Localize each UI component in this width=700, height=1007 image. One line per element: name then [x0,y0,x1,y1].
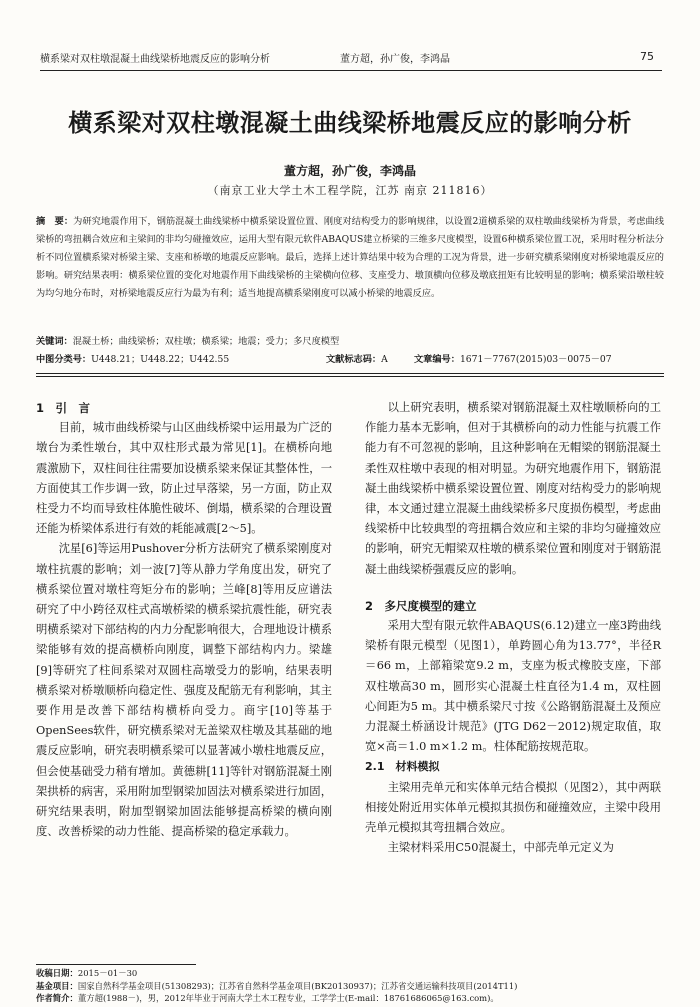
section-heading-intro: 1 引 言 [36,401,91,415]
right-column [365,398,661,858]
paragraph: 以上研究表明，横系梁对钢筋混凝土双柱墩顺桥向的工作能力基本无影响，但对于其横桥向的动力性能与抗震工作能力有不可忽视的影响，且这种影响在无帽梁的钢筋混凝土柔性双柱墩中表现的相对明显。为研究地震作用下，钢筋混凝土曲线梁桥中横系梁设置位置、刚度对结构受力的影响规律，本文通过建立混凝土曲线梁桥多尺度损伤模型，考虑曲线梁桥中比较典型的弯扭耦合效应和主梁的非均匀碰撞效应的影响，研究无帽梁双柱墩的横系梁位置和刚度对于钢筋混凝土曲线梁桥强震反应的影响。 [365,401,661,576]
running-head [40,50,662,71]
section-heading-model: 2 多尺度模型的建立 [365,598,477,613]
footnote-divider [36,964,196,965]
author-list: 董方超，孙广俊，李鸿晶 [283,164,416,178]
paragraph: 主梁用壳单元和实体单元结合模拟（见图2），其中两联相接处附近用实体单元模拟其损伤和碰撞效应，主梁中段用壳单元模拟其弯扭耦合效应。 [365,780,661,835]
abstract [36,213,664,303]
keywords-label: 关键词： [36,336,73,347]
received-date: 收稿日期：2015－01－30 [36,968,138,978]
footnotes [36,967,676,1005]
paper-title: 横系梁对双柱墩混凝土曲线梁桥地震反应的影响分析 [68,109,632,137]
paragraph: 目前，城市曲线桥梁与山区曲线桥梁中运用最为广泛的墩台为柔性墩台，其中双柱形式最为常见[1]。在横桥向地震激励下，双柱间往往需要加设横系梁来保证其整体性，一方面使其工作步调一致，防止过早落梁，另一方面，防止双柱受力不均而导致柱体脆性破坏、倒塌，横系梁的合理设置还能为桥梁体系进行有效的耗能减震[2～5]。 [36,421,332,536]
classification-line [36,351,664,369]
abstract-label: 摘 要： [36,216,74,227]
paragraph: 沈星[6]等运用Pushover分析方法研究了横系梁刚度对墩柱抗震的影响；刘一波[7]等从静力学角度出发，研究了横系梁位置对墩柱弯矩分布的影响；兰峰[8]等用反应谱法研究了中小跨径双柱式高墩桥梁的横系梁抗震性能，研究表明横系梁对下部结构的内力分配影响很大，合理地设计横系梁能够有效的提高横桥向刚度，调整下部结构内力。梁雄[9]等研究了柱间系梁对双圆柱高墩受力的影响，结果表明横系梁对桥墩顺桥向稳定性、强度及配筋无有利影响，其主要作用是改善下部结构横桥向受力。商宇[10]等基于OpenSees软件，研究横系梁对无盖梁双柱墩及其基础的地震反应影响，研究表明横系梁可以显著减小墩柱地震反应，但会使基础受力稍有增加。黄德耕[11]等针对钢筋混凝土刚架拱桥的病害，采用附加型钢梁加固法对横系梁进行加固，研究结果表明，附加型钢梁加固法能够提高桥梁的横向刚度、改善桥梁的动力性能、提高桥梁的稳定承载力。 [36,542,332,839]
running-head-authors: 董方超，孙广俊，李鸿晶 [340,54,450,65]
article-number: 文章编号：1671－7767(2015)03－0075－07 [414,354,612,365]
running-head-title: 横系梁对双柱墩混凝土曲线梁桥地震反应的影响分析 [40,54,270,65]
affiliation: （南京工业大学土木工程学院，江苏 南京 211816） [207,184,493,197]
abstract-text: 为研究地震作用下，钢筋混凝土曲线梁桥中横系梁设置位置、刚度对结构受力的影响规律，以设置2道横系梁的双柱墩曲线梁桥为背景，考虑曲线梁桥的弯扭耦合效应和主梁间的非均匀碰撞效应，运用大型有限元软件ABAQUS建立桥梁的三维多尺度模型，设置6种横系梁位置工况，采用时程分析法分析不同位置横系梁对桥梁主梁、支座和桥墩的地震反应影响。最后，选择上述计算结果中较为合理的工况为背景，进一步研究横系梁刚度对桥梁地震反应的影响。研究结果表明：横系梁位置的变化对地震作用下曲线梁桥的主梁横向位移、支座受力、墩顶横向位移及墩底扭矩有比较明显的影响；横系梁沿墩柱较为均匀地分布时，对桥梁地震反应行为最为有利；适当地提高横系梁刚度可以减小桥梁的地震反应。 [36,216,665,299]
page-number: 75 [640,50,654,63]
keywords [36,333,664,351]
subsection-heading-material: 2.1 材料模拟 [365,760,440,774]
fund-info: 基金项目：国家自然科学基金项目(51308293)；江苏省自然科学基金项目(BK20130937)；江苏省交通运输科技项目(2014T11) [36,980,518,991]
document-code: 文献标志码：A [326,354,388,365]
clc-number: 中图分类号：U448.21；U448.22；U442.55 [36,354,230,365]
header-divider [36,373,664,374]
paragraph: 主梁材料采用C50混凝土，中部壳单元定义为 [387,841,614,855]
header-divider-double [36,376,664,377]
author-bio: 作者简介：董方超(1988－)，男，2012年毕业于河南大学土木工程专业，工学学士(E-mail：18761686065@163.com)。 [36,993,499,1003]
keywords-text: 混凝土桥；曲线梁桥；双柱墩；横系梁；地震；受力；多尺度模型 [72,336,340,347]
left-column [36,398,332,842]
paragraph: 采用大型有限元软件ABAQUS(6.12)建立一座3跨曲线梁桥有限元模型（见图1），单跨圆心角为13.77°，半径R＝66 m，上部箱梁宽9.2 m，支座为板式橡胶支座，下部双柱墩高30 m，圆形实心混凝土柱直径为1.4 m，双柱圆心间距为5 m。其中横系梁尺寸按《公路钢筋混凝土及预应力混凝土桥涵设计规范》(JTG D62－2012)规定取值，取宽×高＝1.0 m×1.2 m。柱体配筋按规范取。 [365,619,661,754]
